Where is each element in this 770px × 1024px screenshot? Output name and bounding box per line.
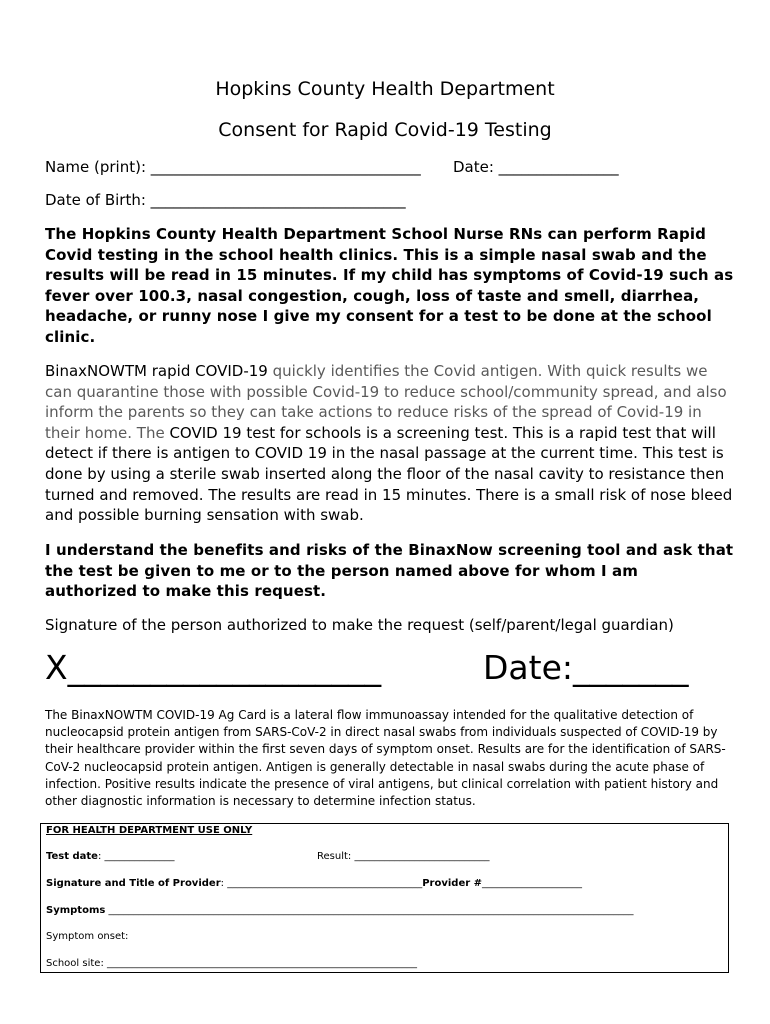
dob-field[interactable]: Date of Birth: __________________________________	[45, 191, 406, 209]
office-use-heading: FOR HEALTH DEPARTMENT USE ONLY	[46, 825, 253, 836]
provider-blank[interactable]: : _______________________________________	[220, 878, 423, 889]
signature-prompt: Signature of the person authorized to make the request (self/parent/legal guardian)	[45, 616, 674, 634]
fine-print: The BinaxNOWTM COVID-19 Ag Card is a lateral flow immunoassay intended for the qualitative detection of nucleocapsid protein antigen from SARS-CoV-2 in direct nasal swabs from individuals suspected of COVID-19 by their healthcare provider within the first seven days of symptom onset. Results are for the identification of SARS-CoV-2 nucleocapsid protein antigen. Antigen is generally detectable in nasal swabs during the acute phase of infection. Positive results indicate the presence of viral antigens, but clinical correlation with patient history and other diagnostic information is necessary to determine infection status.	[45, 708, 726, 809]
test-description	[45, 361, 735, 526]
symptom-onset-field[interactable]: Symptom onset:	[46, 931, 129, 942]
test-date-row[interactable]	[46, 851, 175, 862]
test-date-blank[interactable]: : ______________	[97, 851, 175, 862]
provider-number-blank[interactable]: ____________________	[482, 878, 583, 889]
symptoms-blank[interactable]: _________________________________________________________________________________________________________	[105, 905, 634, 916]
org-title: Hopkins County Health Department	[215, 78, 555, 100]
acknowledgement: I understand the benefits and risks of the BinaxNow screening tool and ask that the test be given to me or to the person named above for whom I am authorized to make this request.	[45, 541, 734, 601]
provider-label: Signature and Title of Provider	[46, 878, 221, 889]
result-field[interactable]: Result: ___________________________	[317, 851, 490, 862]
description-part1: BinaxNOWTM rapid COVID-19	[45, 362, 268, 380]
provider-row[interactable]	[46, 878, 582, 889]
symptoms-label: Symptoms	[46, 905, 106, 916]
consent-intro: The Hopkins County Health Department School Nurse RNs can perform Rapid Covid testing in the school health clinics. This is a simple nasal swab and the results will be read in 15 minutes. If my child has symptoms of Covid-19 such as fever over 100.3, nasal congestion, cough, loss of taste and smell, diarrhea, headache, or runny nose I give my consent for a test to be done at the school clinic.	[45, 225, 734, 346]
description-part2: quickly identifies the Covid antigen. With quick results we can quarantine those with possible Covid-19 to reduce school/community spread, and also inform the parents so they can take actions to reduce risks of the spread of Covid-19 in their home. The	[45, 362, 727, 442]
school-site-label: School site:	[46, 958, 107, 969]
provider-number-label: Provider #	[422, 878, 483, 889]
signature-date[interactable]: Date:_______	[483, 648, 689, 687]
symptoms-row[interactable]	[46, 905, 634, 916]
description-part3: COVID 19 test for schools is a screening test. This is a rapid test that will detect if there is antigen to COVID 19 in the nasal passage at the current time. This test is done by using a sterile swab inserted along the floor of the nasal cavity to resistance then turned and removed. The results are read in 15 minutes. There is a small risk of nose bleed and possible burning sensation with swab.	[45, 423, 733, 525]
school-site-row[interactable]	[46, 958, 417, 969]
office-use-box	[40, 823, 729, 973]
date-field[interactable]: Date: ________________	[453, 158, 619, 176]
form-title: Consent for Rapid Covid-19 Testing	[218, 119, 552, 141]
signature-line[interactable]: X___________________	[45, 648, 382, 687]
test-date-label: Test date	[46, 851, 98, 862]
name-field[interactable]: Name (print): ____________________________________	[45, 158, 421, 176]
school-site-blank[interactable]: ______________________________________________________________	[107, 958, 417, 969]
